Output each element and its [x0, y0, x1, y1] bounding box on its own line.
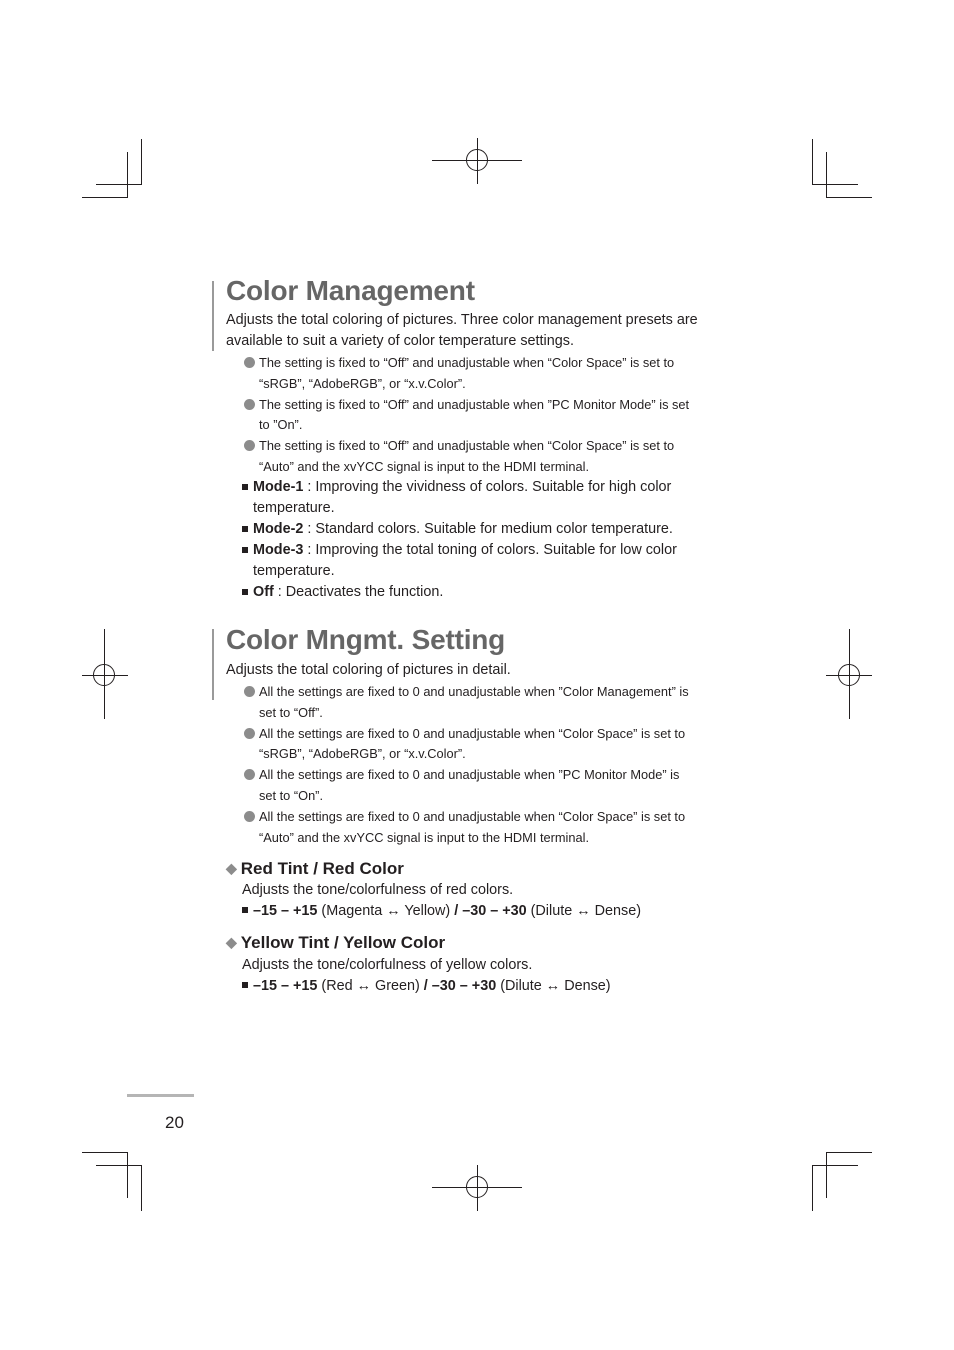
red-description: Adjusts the tone/colorfulness of red colors. [242, 882, 514, 898]
note-item: The setting is fixed to “Off” and unadjustable when “Color Space” is set to “sRGB”, “AdobeRGB”, or “x.v.Color”. [244, 353, 724, 395]
bullet-circle-icon [244, 811, 255, 822]
bullet-square-icon [242, 526, 248, 532]
yellow-description: Adjusts the tone/colorfulness of yellow colors. [242, 957, 533, 973]
section-intro: Adjusts the total coloring of pictures. Three color management presets are available to suit a variety of color temperature settings. [226, 312, 698, 349]
bullet-circle-icon [244, 357, 255, 368]
mode-item: Off : Deactivates the function. [242, 582, 722, 603]
mode-list [242, 477, 722, 603]
bullet-square-icon [242, 907, 248, 913]
note-item: All the settings are fixed to 0 and unadjustable when “Color Space” is set to “Auto” and the xvYCC signal is input to the HDMI terminal. [244, 807, 724, 849]
subheading-red: ◆ Red Tint / Red Color [226, 859, 404, 878]
bullet-circle-icon [244, 728, 255, 739]
note-item: All the settings are fixed to 0 and unadjustable when ”Color Management” is set to “Off”. [244, 682, 724, 724]
red-range: –15 – +15 (Magenta ↔ Yellow) / –30 – +30 (Dilute ↔ Dense) [242, 901, 641, 922]
mode-item: Mode-3 : Improving the total toning of colors. Suitable for low color temperature. [242, 540, 722, 582]
note-item: All the settings are fixed to 0 and unadjustable when ”PC Monitor Mode” is set to “On”. [244, 765, 724, 807]
note-list [244, 682, 724, 848]
note-list [244, 353, 724, 478]
footer-rule [127, 1094, 194, 1097]
page-number: 20 [165, 1113, 184, 1132]
section-intro: Adjusts the total coloring of pictures in detail. [226, 662, 511, 678]
diamond-icon: ◆ [226, 860, 237, 876]
bullet-circle-icon [244, 769, 255, 780]
bullet-circle-icon [244, 440, 255, 451]
yellow-range: –15 – +15 (Red ↔ Green) / –30 – +30 (Dilute ↔ Dense) [242, 976, 611, 997]
section-title: Color Mngmt. Setting [226, 624, 506, 655]
section-bar [212, 281, 214, 351]
note-item: The setting is fixed to “Off” and unadjustable when ”PC Monitor Mode” is set to ”On”. [244, 395, 724, 437]
mode-item: Mode-2 : Standard colors. Suitable for medium color temperature. [242, 519, 722, 540]
diamond-icon: ◆ [226, 934, 237, 950]
note-item: All the settings are fixed to 0 and unadjustable when “Color Space” is set to “sRGB”, “AdobeRGB”, or “x.v.Color”. [244, 724, 724, 766]
mode-item: Mode-1 : Improving the vividness of colors. Suitable for high color temperature. [242, 477, 722, 519]
section-title: Color Management [226, 275, 475, 306]
bullet-circle-icon [244, 399, 255, 410]
subheading-yellow: ◆ Yellow Tint / Yellow Color [226, 933, 446, 952]
note-item: The setting is fixed to “Off” and unadjustable when “Color Space” is set to “Auto” and the xvYCC signal is input to the HDMI terminal. [244, 436, 724, 478]
bullet-circle-icon [244, 686, 255, 697]
bullet-square-icon [242, 547, 248, 553]
bullet-square-icon [242, 484, 248, 490]
bullet-square-icon [242, 982, 248, 988]
bullet-square-icon [242, 589, 248, 595]
section-bar [212, 629, 214, 700]
